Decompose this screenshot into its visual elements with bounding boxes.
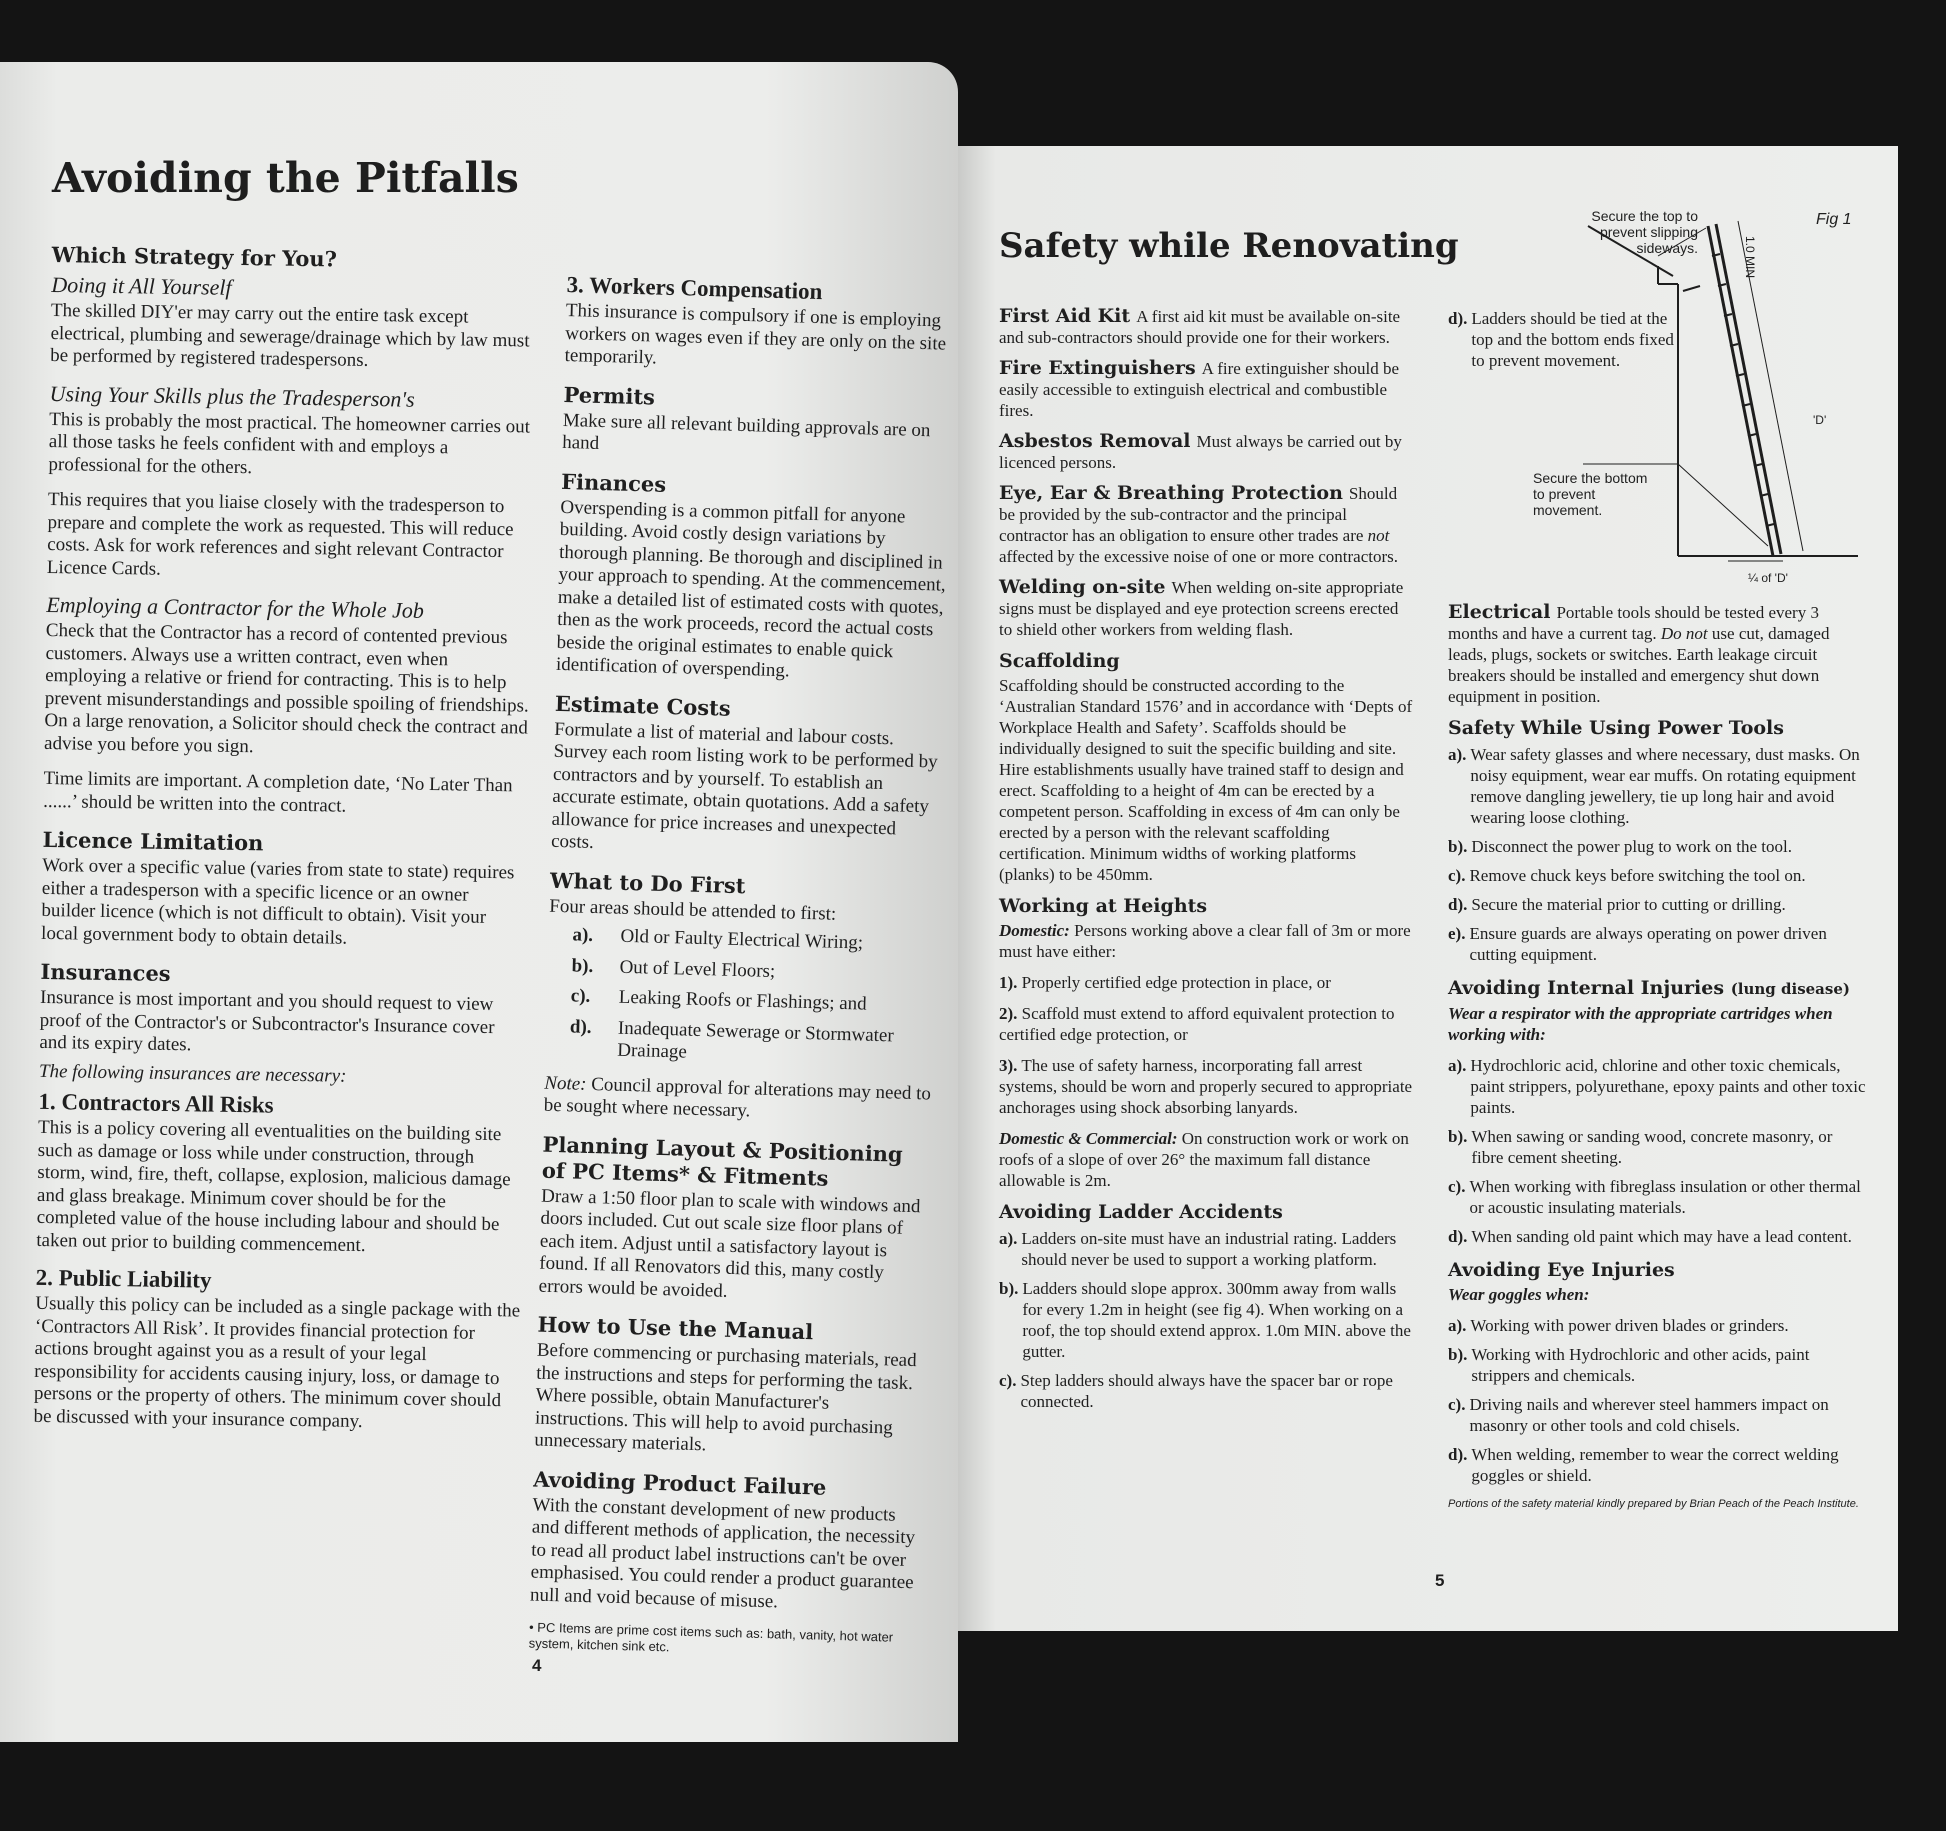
section-heading: What to Do First — [549, 867, 746, 898]
paragraph: Before commencing or purchasing materials, read the instructions and steps for performing the task. Where possible, obtain Manufacturer's instructions. This will help to avoid purchasing unnecessary materials. — [534, 1339, 917, 1456]
paragraph: First Aid Kit A first aid kit must be available on-site and sub-contractors should provide one for their workers. — [999, 305, 1401, 347]
paragraph: Welding on-site When welding on-site appropriate signs must be displayed and eye protection screens erected to shield other workers from welding flash. — [999, 576, 1404, 639]
section-heading: Which Strategy for You? — [51, 242, 338, 272]
list-item: e). Ensure guards are always operating on power driven cutting equipment. — [1448, 924, 1827, 964]
list-item: b). Disconnect the power plug to work on the tool. — [1448, 837, 1792, 856]
right-column-2 — [1448, 602, 1868, 1511]
first-list — [569, 924, 939, 1071]
list-item: d). When sanding old paint which may have a lead content. — [1448, 1227, 1852, 1246]
left-column-2 — [528, 272, 956, 1662]
section-heading: Insurances — [40, 958, 171, 986]
list-item: a). Old or Faulty Electrical Wiring; — [572, 924, 864, 954]
list-item: c). Step ladders should always have the spacer bar or rope connected. — [999, 1371, 1393, 1411]
list-item: b). Working with Hydrochloric and other acids, paint strippers and chemicals. — [1448, 1345, 1810, 1385]
section-heading: 1. Contractors All Risks — [38, 1088, 274, 1118]
left-page — [0, 62, 958, 1742]
section-heading: Finances — [560, 468, 667, 497]
section-heading: 3. Workers Compensation — [566, 272, 823, 305]
list-item: 1). Properly certified edge protection in place, or — [999, 973, 1331, 992]
paragraph: Formulate a list of material and labour costs. Survey each room listing work to be performed by contractors and by yourself. To establish an accurate estimate, obtain quotations. Add a safety allowance for price increases and unexpected costs. — [550, 718, 938, 853]
page-number: 4 — [532, 1656, 542, 1675]
paragraph: Insurance is most important and you should request to view proof of the Contractor's or Subcontractor's Insurance cover and its expiry dates. — [39, 986, 495, 1056]
section-heading: Scaffolding — [999, 650, 1120, 672]
list-item: c). Leaking Roofs or Flashings; and — [570, 985, 867, 1015]
paragraph: Check that the Contractor has a record of contented previous customers. Always use a written contract, even when employing a relative or friend for contracting. This is to help prevent misunderstandings and possible spoiling of friendships. On a large renovation, a Solicitor should check the contract and advise you before you sign. — [43, 619, 529, 757]
power-list — [1448, 744, 1868, 965]
paragraph: Eye, Ear & Breathing Protection Should be provided by the sub-contractor and the principal contractor has an obligation to ensure other trades are not affected by the excessive noise of one or more contractors. — [999, 482, 1399, 566]
ladder-rail — [1708, 226, 1773, 556]
figure-caption: Fig 1 — [1816, 211, 1852, 228]
section-heading: Avoiding Internal Injuries (lung disease) — [1448, 977, 1850, 999]
right-column — [999, 306, 1414, 1424]
paragraph: Four areas should be attended to first: — [549, 895, 837, 925]
page-title: Avoiding the Pitfalls — [52, 154, 519, 202]
left-column — [33, 242, 537, 1448]
paragraph: Wear goggles when: — [1448, 1285, 1590, 1304]
ladder-list — [999, 1228, 1414, 1412]
list-item: b). When sawing or sanding wood, concrete masonry, or fibre cement sheeting. — [1448, 1127, 1833, 1167]
section-heading: Avoiding Product Failure — [532, 1466, 827, 1500]
subheading: Employing a Contractor for the Whole Job — [46, 591, 425, 623]
paragraph: Domestic: Persons working above a clear fall of 3m or more must have either: — [999, 921, 1411, 961]
internal-list — [1448, 1055, 1868, 1247]
paragraph: This insurance is compulsory if one is employing workers on wages even if they are only on the site temporarily. — [564, 299, 947, 369]
ladder-tie-note: d). Ladders should be tied at the top and the bottom ends fixed to prevent movement. — [1448, 309, 1674, 370]
list-item: b). Ladders should slope approx. 300mm away from walls for every 1.2m in height (see fig 4). When working on a roof, the top should extend approx. 1.0m MIN. above the gutter. — [999, 1279, 1411, 1361]
paragraph: Make sure all relevant building approvals are on hand — [561, 409, 931, 454]
paragraph: With the constant development of new products and different methods of application, the necessity to read all product label instructions can't be over emphasised. You could render a product guarantee null and void because of misuse. — [529, 1494, 916, 1612]
section-heading: Safety While Using Power Tools — [1448, 717, 1784, 739]
note: Note: Council approval for alterations may need to be sought where necessary. — [543, 1072, 932, 1122]
paragraph: The skilled DIY'er may carry out the entire task except electrical, plumbing and sewerage/drainage which by law must be performed by registered tradespersons. — [50, 299, 530, 371]
section-heading: Avoiding Eye Injuries — [1448, 1259, 1675, 1281]
page-title: Safety while Renovating — [999, 226, 1459, 266]
list-item: a). Hydrochloric acid, chlorine and other toxic chemicals, paint strippers, polyurethane, epoxy paints and other toxic paints. — [1448, 1056, 1866, 1117]
section-heading: Licence Limitation — [42, 826, 264, 856]
list-item: d). Secure the material prior to cutting or drilling. — [1448, 895, 1786, 914]
list-item: c). Driving nails and wherever steel hammers impact on masonry or other tools and cold chisels. — [1448, 1395, 1829, 1435]
list-item: d). When welding, remember to wear the correct welding goggles or shield. — [1448, 1445, 1839, 1485]
paragraph: Work over a specific value (varies from state to state) requires either a tradesperson with a specific licence or an owner builder licence (which is not difficult to obtain). Visit your local government body to obtain details. — [40, 854, 515, 949]
section-heading: Working at Heights — [999, 895, 1208, 917]
paragraph: Wear a respirator with the appropriate cartridges when working with: — [1448, 1004, 1833, 1044]
paragraph: Draw a 1:50 floor plan to scale with windows and doors included. Cut out scale size floor plans of each item. Adjust until a satisfactory layout is found. If all Renovators did this, many costly errors would be avoided. — [538, 1185, 921, 1302]
paragraph: Asbestos Removal Must always be carried out by licenced persons. — [999, 430, 1402, 472]
paragraph: Electrical Portable tools should be tested every 3 months and have a current tag. Do not use cut, damaged leads, plugs, sockets or switches. Earth leakage circuit breakers should be installed and emergency shut down equipment in position. — [1448, 601, 1830, 706]
subheading: Doing it All Yourself — [51, 271, 232, 300]
insurance-note: The following insurances are necessary: — [38, 1060, 347, 1087]
eye-list — [1448, 1315, 1868, 1486]
paragraph: Time limits are important. A completion date, ‘No Later Than ......’ should be written into the contract. — [43, 767, 513, 817]
paragraph: Usually this policy can be included as a single package with the ‘Contractors All Risk’. It provides financial protection for actions brought against you as a result of your legal responsibility for accidents causing injury, loss, or damage to persons or the property of others. The minimum cover should be discussed with your insurance company. — [33, 1292, 521, 1432]
paragraph: Overspending is a common pitfall for anyone building. Avoid costly design variations by thorough planning. Be thorough and disciplined in your approach to spending. At the commencement, make a detailed list of estimated costs with quotes, then as the work proceeds, record the actual costs beside the original estimates to enable quick identification of overspending. — [555, 496, 946, 682]
section-heading: 2. Public Liability — [35, 1264, 212, 1293]
paragraph: This requires that you liaise closely with the tradesperson to prepare and complete the work as requested. This will reduce costs. Ask for work references and sight relevant Contractor Licence Cards. — [46, 488, 514, 580]
credit-note: Portions of the safety material kindly prepared by Brian Peach of the Peach Institute. — [1448, 1498, 1859, 1510]
footnote: • PC Items are prime cost items such as: bath, vanity, hot water system, kitchen sink etc. — [528, 1619, 894, 1655]
subheading: Using Your Skills plus the Tradesperson's — [49, 380, 415, 412]
section-heading: Planning Layout & Positioning of PC Items* & Fitments — [541, 1131, 904, 1191]
list-item: 2). Scaffold must extend to afford equivalent protection to certified edge protection, or — [999, 1004, 1395, 1044]
paragraph: Domestic & Commercial: On construction work or work on roofs of a slope of over 26° the maximum fall distance allowable is 2m. — [999, 1129, 1409, 1190]
section-heading: Estimate Costs — [554, 690, 732, 721]
page-number: 5 — [1435, 1571, 1445, 1590]
list-item: a). Wear safety glasses and where necessary, dust masks. On noisy equipment, wear ear muffs. On rotating equipment remove dangling jewellery, tie up long hair and avoid wearing loose clothing. — [1448, 745, 1860, 827]
paragraph: This is probably the most practical. The homeowner carries out all those tasks he feels confident with and employs a professional for the others. — [48, 408, 531, 478]
paragraph: Fire Extinguishers A fire extinguisher should be easily accessible to extinguish electrical and combustible fires. — [999, 357, 1400, 420]
list-item: c). When working with fibreglass insulation or other thermal or acoustic insulating materials. — [1448, 1177, 1861, 1217]
right-page — [958, 146, 1898, 1631]
list-item: a). Ladders on-site must have an industrial rating. Ladders should never be used to support a working platform. — [999, 1229, 1397, 1269]
list-item: c). Remove chuck keys before switching the tool on. — [1448, 866, 1806, 885]
figure-label-bottom: Secure the bottom to prevent movement. — [1533, 470, 1648, 518]
list-item: 3). The use of safety harness, incorporating fall arrest systems, should be worn and properly secured to appropriate anchorages using shock absorbing lanyards. — [999, 1056, 1413, 1117]
list-item: d). Inadequate Sewerage or Stormwater Drainage — [569, 1015, 895, 1063]
section-heading: Avoiding Ladder Accidents — [999, 1201, 1283, 1223]
list-item: a). Working with power driven blades or grinders. — [1448, 1316, 1789, 1335]
tie-line — [1683, 286, 1700, 291]
paragraph: This is a policy covering all eventualities on the building site such as damage or loss while under construction, through storm, wind, fire, theft, collapse, explosion, malicious damage and glass breakage. Minimum cover should be for the completed value of the house including labour and should be taken out prior to building commencement. — [36, 1116, 511, 1256]
paragraph: Scaffolding should be constructed according to the ‘Australian Standard 1576’ and in accordance with ‘Depts of Workplace Health and Safety’. Scaffolds should be individually designed to suit the specific building and site. Hire establishments usually have trained staff to design and erect. Scaffolding to a height of 4m can be erected by a competent person. Scaffolding in excess of 4m can only be erected by a person with the relevant scaffolding certification. Minimum widths of working platforms (planks) to be 450mm. — [999, 676, 1413, 884]
figure-label-min: 1.0 MIN — [1743, 236, 1757, 279]
figure-label-quarter: ¼ of 'D' — [1748, 571, 1788, 585]
figure-label-d: 'D' — [1813, 413, 1827, 427]
section-heading: Permits — [563, 381, 656, 409]
ladder-figure — [1518, 196, 1878, 576]
list-item: b). Out of Level Floors; — [571, 954, 776, 982]
figure-label-top: Secure the top to prevent slipping sideways. — [1591, 208, 1698, 256]
leader-line — [1678, 464, 1768, 546]
section-heading: How to Use the Manual — [537, 1311, 814, 1345]
